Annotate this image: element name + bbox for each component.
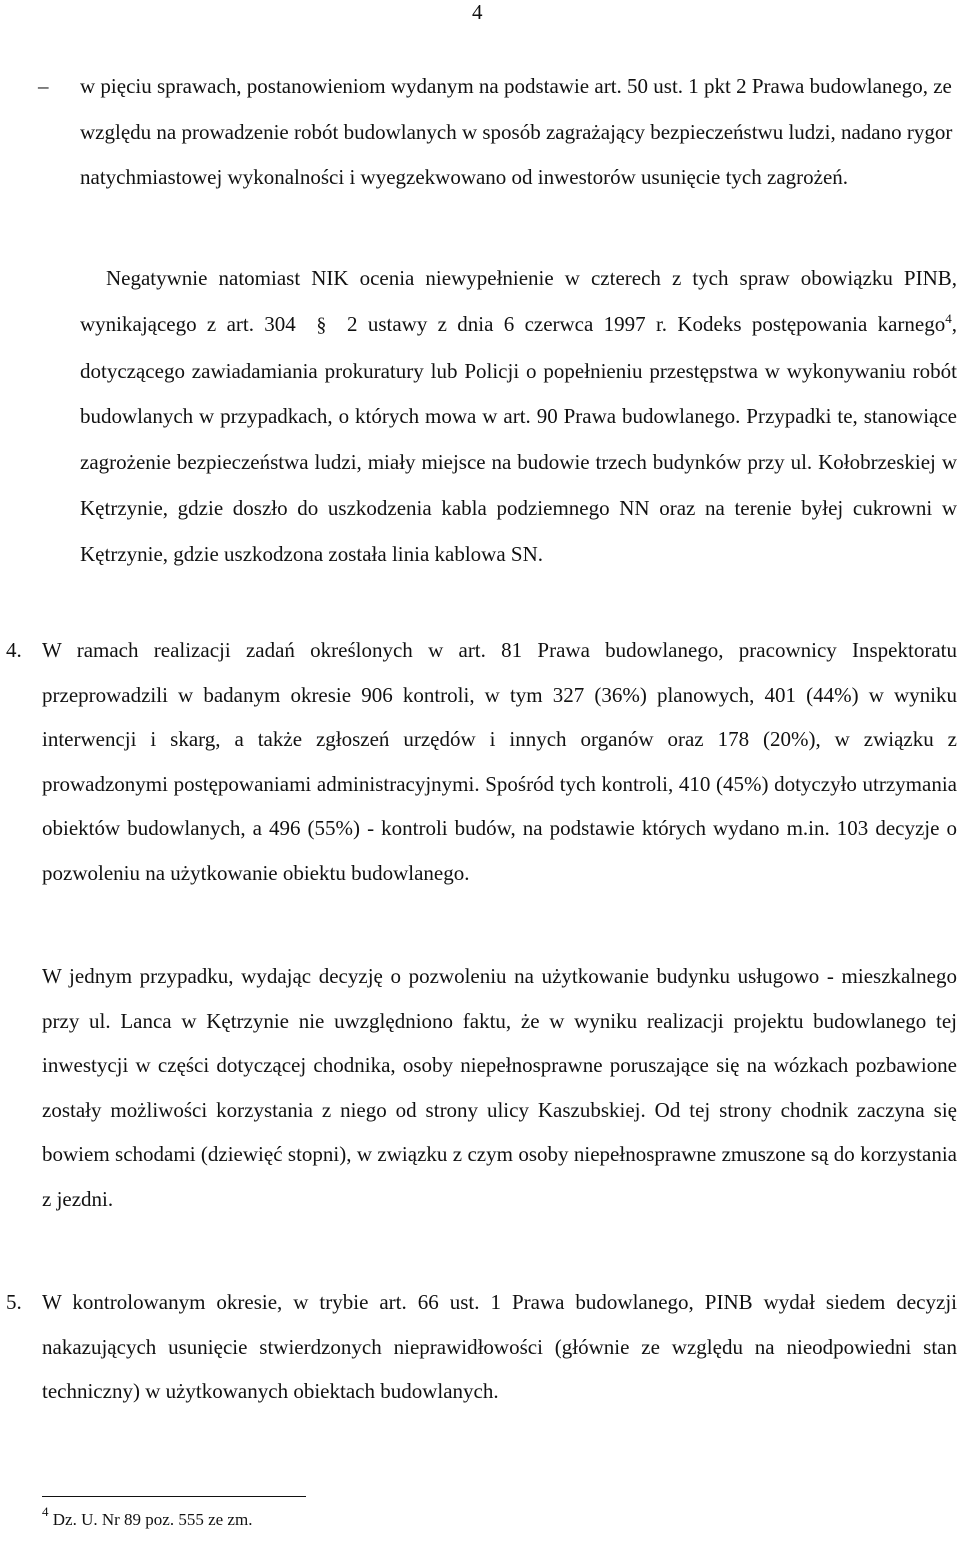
footnote-separator — [42, 1496, 306, 1497]
dash-bullet: – — [38, 74, 49, 98]
item-number: 5. — [6, 1290, 22, 1314]
item-number: 4. — [6, 638, 22, 662]
footnote-text: Dz. U. Nr 89 poz. 555 ze zm. — [48, 1510, 253, 1529]
footnote — [42, 1504, 253, 1530]
footnote-number: 4 — [42, 1504, 49, 1519]
paragraph-text-part3: , dotyczącego zawiadamiania prokuratury lub Policji o popełnieniu przestępstwa w wykonywaniu robót budowlanych w przypadkach, o których mowa w art. 90 Prawa budowlanego. Przypadki te, stanowiące zagrożenie bezpieczeństwa ludzi, miały miejsce na budowie trzech budynków przy ul. Kołobrzeskiej w Kętrzynie, gdzie doszło do uszkodzenia kabla podziemnego NN oraz na terenie byłej cukrowni w Kętrzynie, gdzie uszkodzona została linia kablowa SN. — [80, 311, 957, 566]
section-sign: § — [316, 313, 327, 336]
paragraph-text-part2: 2 ustawy z dnia 6 czerwca 1997 r. Kodeks postępowania karnego — [347, 311, 946, 336]
paragraph-w-jednym: W jednym przypadku, wydając decyzję o pozwoleniu na użytkowanie budynku usługowo - mieszkalnego przy ul. Lanca w Kętrzynie nie uwzględniono faktu, że w wyniku realizacji projektu budowlanego tej inwestycji w części dotyczącej chodnika, osoby niepełnosprawne poruszające się na wózkach pozbawione zostały możliwości korzystania z niego od strony ulicy Kaszubskiej. Od tej strony chodnik zaczyna się bowiem schodami (dziewięć stopni), w związku z czym osoby niepełnosprawne zmuszone są do korzystania z jezdni. — [42, 964, 957, 1211]
footnote-reference: 4 — [945, 310, 952, 326]
item-text: W kontrolowanym okresie, w trybie art. 66 ust. 1 Prawa budowlanego, PINB wydał siedem decyzji nakazujących usunięcie stwierdzonych nieprawidłowości (głównie ze względu na nieodpowiedni stan techniczny) w użytkowanych obiektach budowlanych. — [42, 1290, 957, 1403]
paragraph-text-part1: Negatywnie natomiast NIK ocenia niewypełnienie w czterech z tych spraw obowiązku PINB, wynikającego z art. 304 — [80, 266, 957, 336]
paragraph-negatywnie — [80, 256, 957, 578]
page-number: 4 — [472, 0, 483, 24]
dash-item-text: w pięciu sprawach, postanowieniom wydanym na podstawie art. 50 ust. 1 pkt 2 Prawa budowlanego, ze względu na prowadzenie robót budowlanych w sposób zagrażający bezpieczeństwu ludzi, nadano rygor natychmiastowej wykonalności i wyegzekwowano od inwestorów usunięcie tych zagrożeń. — [80, 74, 953, 189]
item-text: W ramach realizacji zadań określonych w art. 81 Prawa budowlanego, pracownicy Inspektoratu przeprowadzili w badanym okresie 906 kontroli, w tym 327 (36%) planowych, 401 (44%) w wyniku interwencji i skarg, a także zgłoszeń urzędów i innych organów oraz 178 (20%), w związku z prowadzonymi postępowaniami administracyjnymi. Spośród tych kontroli, 410 (45%) dotyczyło utrzymania obiektów budowlanych, a 496 (55%) - kontroli budów, na podstawie których wydano m.in. 103 decyzje o pozwoleniu na użytkowanie obiektu budowlanego. — [42, 638, 957, 885]
